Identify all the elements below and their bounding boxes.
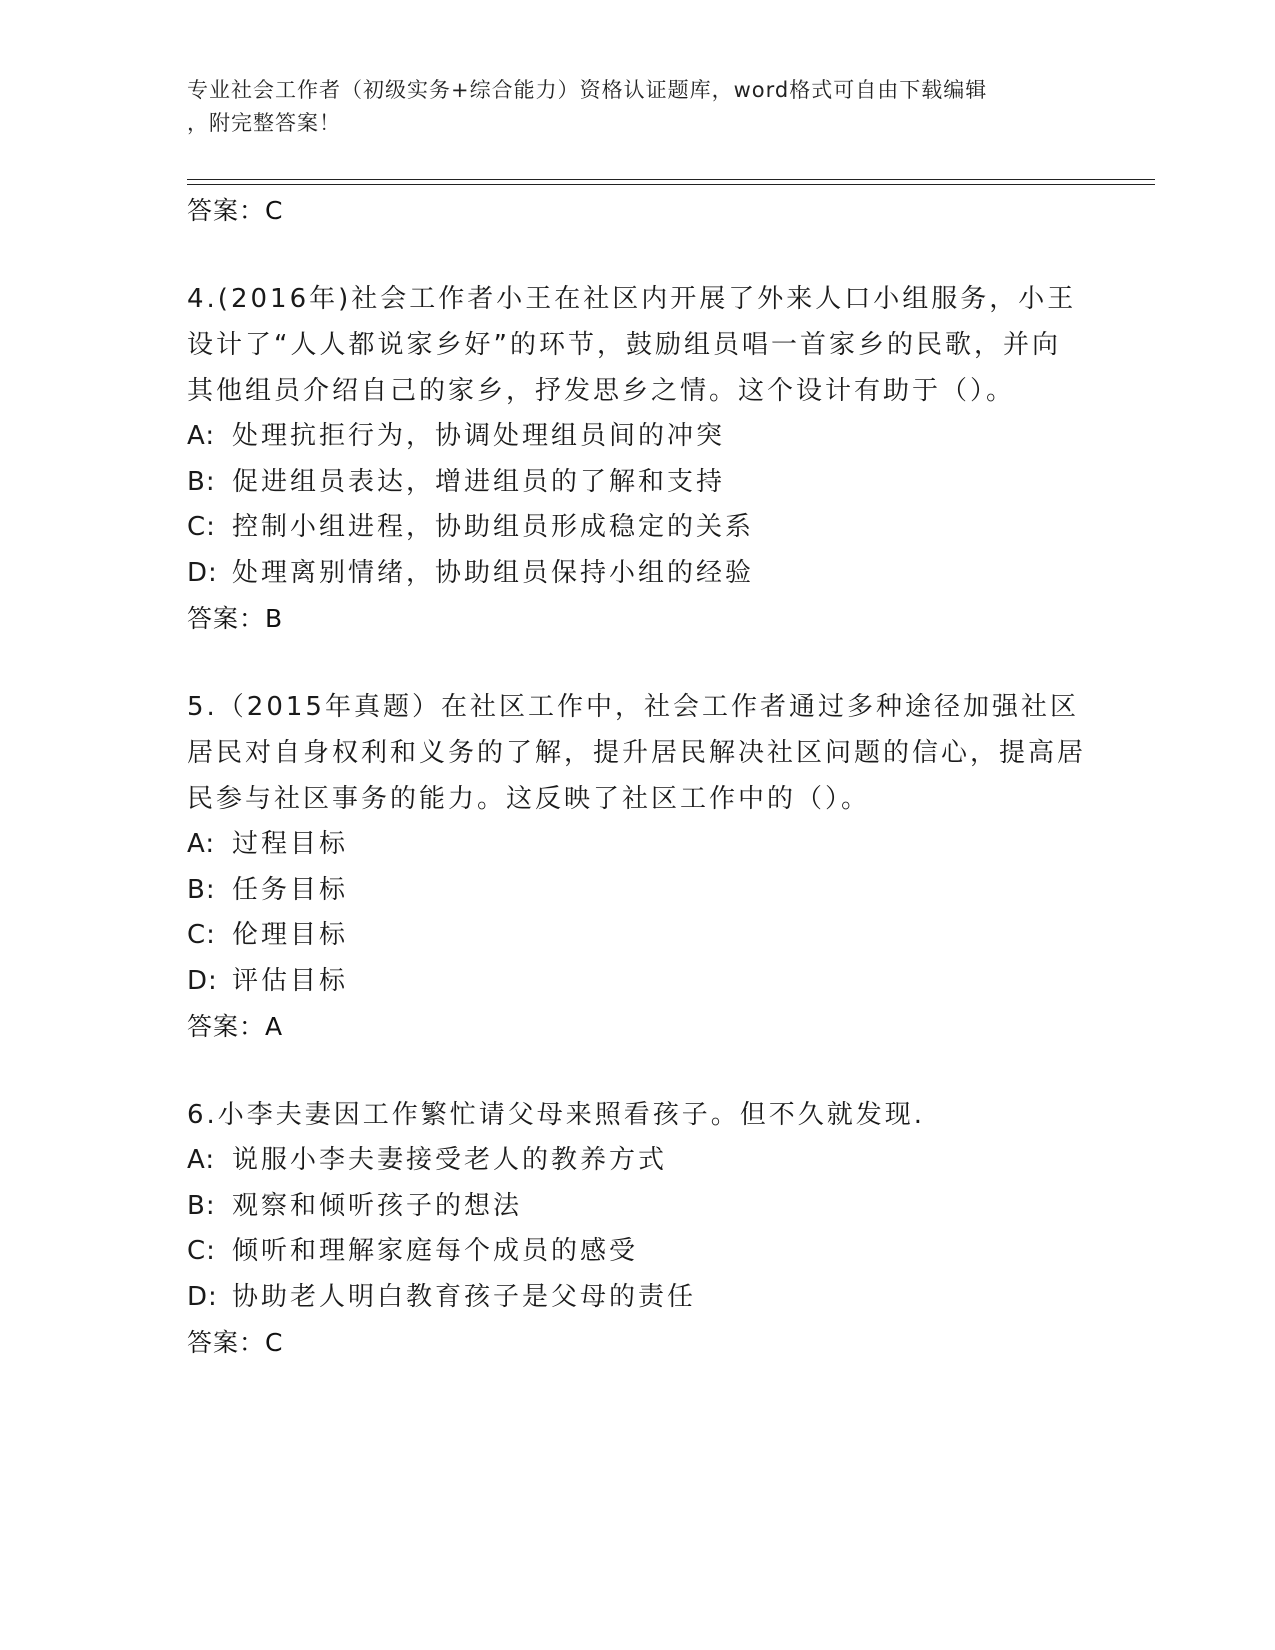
question-answer: 答案：C [187, 1328, 284, 1357]
question-4 [187, 276, 1087, 642]
option-c [187, 1229, 1087, 1275]
option-letter: C: [187, 1236, 216, 1266]
header-rule-top [187, 179, 1155, 180]
option-a [187, 822, 1087, 868]
document-body [187, 188, 1087, 1366]
option-text: 评估目标 [232, 965, 349, 996]
option-letter: D: [187, 1281, 218, 1312]
option-text: 伦理目标 [232, 920, 349, 950]
question-stem: 4.(2016年)社会工作者小王在社区内开展了外来人口小组服务，小王设计了“人人都说家乡好”的环节，鼓励组员唱一首家乡的民歌，并向其他组员介绍自己的家乡，抒发思乡之情。这个设计有助于（）。 [187, 284, 1077, 406]
option-text: 促进组员表达，增进组员的了解和支持 [232, 466, 726, 497]
header-line-2: ，附完整答案！ [187, 111, 341, 135]
option-a [187, 414, 1087, 460]
option-letter: D: [187, 557, 218, 588]
question-stem: 5.（2015年真题）在社区工作中，社会工作者通过多种途径加强社区居民对自身权利和义务的了解，提升居民解决社区问题的信心，提高居民参与社区事务的能力。这反映了社区工作中的（）。 [187, 692, 1087, 814]
question-answer: 答案：A [187, 1012, 284, 1041]
option-text: 倾听和理解家庭每个成员的感受 [232, 1236, 639, 1266]
option-letter: A: [187, 829, 216, 859]
option-letter: B: [187, 874, 216, 905]
option-text: 控制小组进程，协助组员形成稳定的关系 [232, 512, 755, 542]
option-text: 处理离别情绪，协助组员保持小组的经验 [232, 557, 755, 588]
option-a [187, 1138, 1087, 1184]
question-answer: 答案：B [187, 604, 284, 633]
option-letter: C: [187, 512, 216, 542]
question-stem: 6.小李夫妻因工作繁忙请父母来照看孩子。但不久就发现. [187, 1100, 926, 1130]
option-text: 任务目标 [232, 874, 349, 905]
option-letter: A: [187, 421, 216, 451]
question-6 [187, 1092, 1087, 1366]
header-line-1: 专业社会工作者（初级实务+综合能力）资格认证题库，word格式可自由下载编辑 [187, 78, 988, 102]
option-b [187, 1184, 1087, 1230]
option-letter: D: [187, 965, 218, 996]
option-letter: B: [187, 466, 216, 497]
option-letter: B: [187, 1190, 216, 1221]
option-d [187, 551, 1087, 597]
option-text: 协助老人明白教育孩子是父母的责任 [232, 1281, 697, 1312]
option-letter: C: [187, 920, 216, 950]
option-b [187, 460, 1087, 506]
option-text: 过程目标 [232, 829, 349, 859]
option-text: 说服小李夫妻接受老人的教养方式 [232, 1145, 668, 1175]
option-text: 处理抗拒行为，协调处理组员间的冲突 [232, 421, 726, 451]
header-rule-bottom [187, 184, 1155, 185]
option-d [187, 1275, 1087, 1321]
question-5 [187, 684, 1087, 1050]
option-c [187, 913, 1087, 959]
document-header [187, 74, 1087, 140]
option-b [187, 868, 1087, 914]
option-letter: A: [187, 1145, 216, 1175]
option-d [187, 959, 1087, 1005]
option-text: 观察和倾听孩子的想法 [232, 1190, 523, 1221]
answer-previous: 答案：C [187, 196, 284, 225]
option-c [187, 505, 1087, 551]
